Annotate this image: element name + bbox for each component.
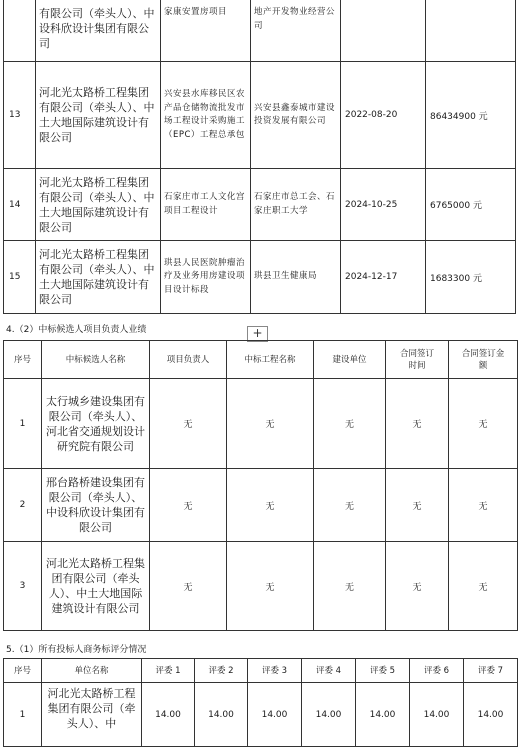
header-cell: 中标工程名称: [227, 341, 314, 379]
section-caption: 4.（2）中标候选人项目负责人业绩: [6, 325, 147, 335]
row-cell: 无: [150, 379, 227, 469]
row-amount: [426, 0, 516, 62]
row-bidder: 河北光太路桥工程集团有限公司（牵头人）、中土大地国际建筑设计有限公司: [36, 169, 161, 241]
business-score-table: [3, 658, 518, 747]
table-row: [4, 241, 516, 314]
header-cell: 评委 6: [410, 659, 464, 683]
row-cell: 无: [386, 379, 449, 469]
row-date: [341, 0, 426, 62]
row-cell: 无: [314, 379, 386, 469]
row-name: 河北光太路桥工程集团有限公司（牵头人）、中土大地国际建筑设计有限公司: [42, 542, 150, 631]
row-name: 河北光太路桥工程集团有限公司（牵头人）、中: [42, 683, 142, 747]
row-cell: 无: [314, 542, 386, 631]
row-cell: 无: [449, 469, 518, 542]
table-row: [4, 62, 516, 169]
header-cell: 序号: [4, 659, 42, 683]
row-project: 珙县人民医院肿瘤治疗及业务用房建设项目设计标段: [161, 241, 251, 314]
row-cell: 无: [449, 379, 518, 469]
row-seq: 15: [4, 241, 36, 314]
row-cell: 无: [150, 542, 227, 631]
row-bidder: 河北光太路桥工程集团有限公司（牵头人）、中土大地国际建筑设计有限公司: [36, 62, 161, 169]
table-row: [4, 542, 518, 631]
row-owner: 珙县卫生健康局: [251, 241, 341, 314]
header-cell: 建设单位: [314, 341, 386, 379]
row-seq: 14: [4, 169, 36, 241]
row-seq: 3: [4, 542, 42, 631]
bidder-performance-table: [3, 0, 516, 314]
row-owner: 石家庄市总工会、石家庄职工大学: [251, 169, 341, 241]
row-amount: 1683300 元: [426, 241, 516, 314]
header-cell: 序号: [4, 341, 42, 379]
score-cell: 14.00: [142, 683, 195, 747]
header-cell: 评委 1: [142, 659, 195, 683]
row-cell: 无: [386, 542, 449, 631]
header-cell: 评委 4: [302, 659, 356, 683]
score-cell: 14.00: [464, 683, 518, 747]
row-owner: 地产开发物业经营公司: [251, 0, 341, 62]
score-cell: 14.00: [302, 683, 356, 747]
row-seq: 2: [4, 469, 42, 542]
header-cell: 评委 5: [356, 659, 410, 683]
section-caption: 5.（1）所有投标人商务标评分情况: [6, 645, 147, 655]
row-bidder: 有限公司（牵头人）、中设科欣设计集团有限公司: [36, 0, 161, 62]
row-name: 太行城乡建设集团有限公司（牵头人）、河北省交通规划设计研究院有限公司: [42, 379, 150, 469]
header-cell: 项目负责人: [150, 341, 227, 379]
score-cell: 14.00: [195, 683, 248, 747]
row-seq: 13: [4, 62, 36, 169]
table-row: [4, 379, 518, 469]
row-name: 邢台路桥建设集团有限公司（牵头人）、中设科欣设计集团有限公司: [42, 469, 150, 542]
row-cell: 无: [227, 542, 314, 631]
row-project: 家康安置房项目: [161, 0, 251, 62]
header-cell: 单位名称: [42, 659, 142, 683]
score-cell: 14.00: [248, 683, 302, 747]
row-date: 2024-12-17: [341, 241, 426, 314]
table-header-row: [4, 659, 518, 683]
row-amount: 6765000 元: [426, 169, 516, 241]
table-row: [4, 0, 516, 62]
score-cell: 14.00: [410, 683, 464, 747]
row-cell: 无: [150, 469, 227, 542]
header-cell: 评委 3: [248, 659, 302, 683]
manager-performance-table: [3, 340, 518, 631]
row-date: 2024-10-25: [341, 169, 426, 241]
row-cell: 无: [314, 469, 386, 542]
table-row: [4, 469, 518, 542]
row-amount: 86434900 元: [426, 62, 516, 169]
table-row: [4, 169, 516, 241]
table-row: [4, 683, 518, 747]
table-header-row: [4, 341, 518, 379]
row-cell: 无: [227, 469, 314, 542]
row-cell: 无: [386, 469, 449, 542]
row-seq: [4, 0, 36, 62]
header-cell: 评委 2: [195, 659, 248, 683]
row-bidder: 河北光太路桥工程集团有限公司（牵头人）、中土大地国际建筑设计有限公司: [36, 241, 161, 314]
row-project: 石家庄市工人文化宫项目工程设计: [161, 169, 251, 241]
row-seq: 1: [4, 683, 42, 747]
row-project: 兴安县水库移民区农产品仓储物流批发市场工程设计采购施工（EPC）工程总承包: [161, 62, 251, 169]
header-cell: 评委 7: [464, 659, 518, 683]
header-cell: 合同签订时间: [386, 341, 449, 379]
add-row-button[interactable]: +: [247, 326, 268, 342]
header-cell: 合同签订金额: [449, 341, 518, 379]
row-cell: 无: [449, 542, 518, 631]
header-cell: 中标候选人名称: [42, 341, 150, 379]
row-seq: 1: [4, 379, 42, 469]
score-cell: 14.00: [356, 683, 410, 747]
row-cell: 无: [227, 379, 314, 469]
row-owner: 兴安县鑫泰城市建设投资发展有限公司: [251, 62, 341, 169]
row-date: 2022-08-20: [341, 62, 426, 169]
